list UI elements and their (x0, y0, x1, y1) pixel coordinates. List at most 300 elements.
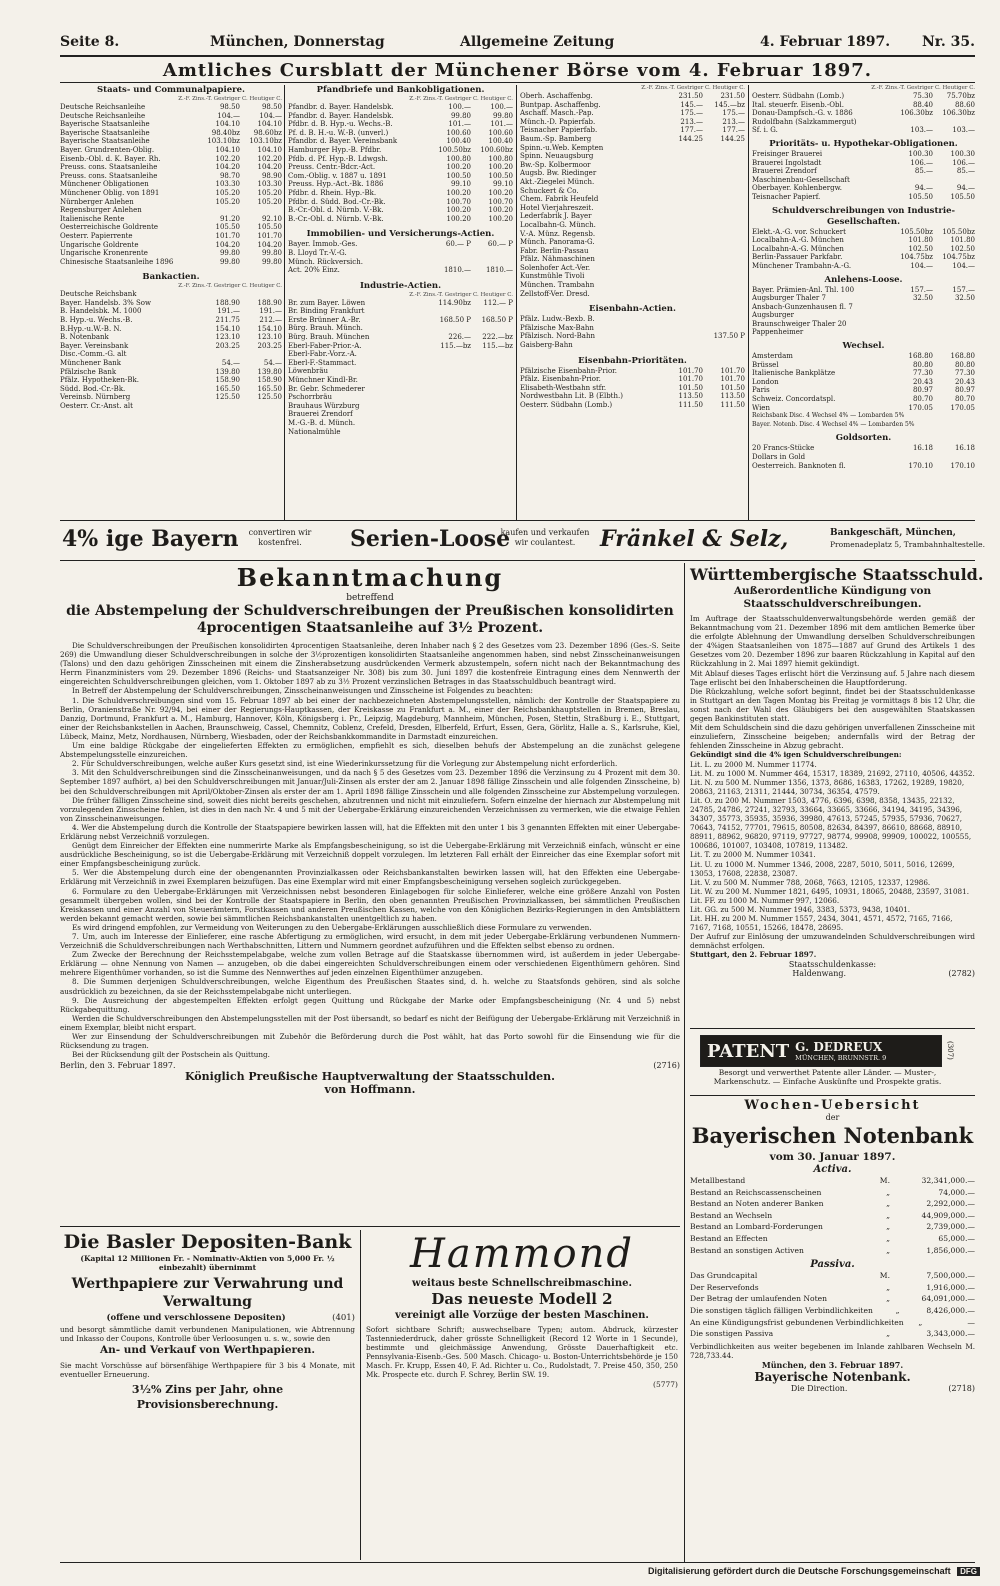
previous-price: 165.50 (215, 384, 240, 393)
wuerttemberg-paragraph: Mit dem Schuldschein sind die dazu gehörigen unverfallenen Zinsscheine mit einzuliefern, Zinsscheine beigeben; andernfalls wird der Betrag der fehlenden Zinsscheine in Abzug gebracht. (690, 723, 975, 751)
previous-price (661, 332, 703, 341)
notice-paragraph: 4. Wer die Abstempelung durch die Kontrolle der Staatspapiere bewirken lassen will, hat die Effekten mit den unter 1 bis 3 genannten Effekten mit einer Uebergabe-Erklärung nebst Verzeichniß vorzulegen. (60, 822, 680, 841)
current-price (471, 324, 513, 333)
current-price: 99.80 (261, 249, 282, 258)
previous-price (429, 367, 471, 376)
quote-row (752, 386, 975, 395)
notice-paragraph: 1. Die Schuldverschreibungen sind vom 15. Februar 1897 ab bei einer der nachbezeichneten Abstempelungsstellen, nämlich: der Kontrolle der Staatspapiere zu Berlin, Oranienstraße Nr. 92/94, bei einer der Regierungs-Hauptkassen, der Kreiskasse zu Frankfurt a. M., einer der Reichsbankhauptstellen in Bremen, Breslau, Danzig, Dortmund, Frankfurt a. M., Hamburg, Hannover, Köln, Königsberg i. Pr., Leipzig, Magdeburg, Mannheim, München, Posen, Stettin, Straßburg i. E., Stuttgart, einer der Reichsbankstellen in Aachen, Braunschweig, Cassel, Chemnitz, Coblenz, Crefeld, Dresden, Elberfeld, Erfurt, Essen, Gera, Görlitz, Halle a. S., Karlsruhe, Kiel, Lübeck, Mainz, Metz, Nordhausen, Nürnberg, Wiesbaden, oder der Reichsbankkommandite in Darmstadt einzureichen. (60, 695, 680, 741)
section-heading: Pfandbriefe und Bankobligationen. (316, 85, 485, 95)
previous-price: 168.50 P (439, 315, 471, 324)
quote-row (60, 223, 282, 232)
previous-price: 105.50bz (900, 227, 933, 236)
security-name: Bayer. Handelsb. 3% Sow (60, 298, 151, 307)
previous-price (891, 176, 933, 185)
previous-price: 100.30 (908, 149, 933, 158)
security-name: B.Hyp.-u.W.-B. N. (60, 324, 122, 333)
basler-bank-ad (60, 1230, 355, 1560)
previous-price: 100.20 (446, 188, 471, 197)
security-name: Oberbayer. Kohlenbergw. (752, 184, 842, 193)
security-name: Baum.-Sp. Bamberg (520, 134, 592, 143)
security-name: B. Handelsbk. M. 1000 (60, 307, 142, 316)
security-name: Oesterr. Südbahn (Lomb.) (752, 92, 845, 100)
hammond-tag: weitaus beste Schnellschreibmaschine. (412, 1278, 632, 1289)
account-currency: „ (886, 1222, 890, 1232)
quote-row (288, 359, 513, 368)
basler-sub: (offene und verschlossene Depositen) (106, 1313, 286, 1323)
notice-place: Berlin, den 3. Februar 1897. (60, 1061, 176, 1071)
account-label: Bestand an Effecten (690, 1233, 768, 1243)
security-name: Bürg. Brauh. Münch. (288, 324, 363, 333)
quote-row (288, 146, 513, 155)
wuerttemberg-signature: Haldenwang. (792, 968, 847, 978)
previous-price: 100.20 (446, 206, 471, 215)
security-name: Spinn.-u.Web. Kempten (520, 143, 604, 152)
wuerttemberg-sign-line (690, 969, 975, 978)
column-industrie-2 (520, 85, 745, 520)
quote-row (752, 352, 975, 361)
previous-price: 111.50 (678, 401, 703, 409)
previous-price (198, 290, 240, 299)
previous-price (661, 281, 703, 290)
previous-price (429, 385, 471, 394)
column-staatspapiere (60, 85, 282, 520)
security-name: Erste Brünner A.-Br. (288, 315, 361, 324)
current-price: 231.50 (720, 92, 745, 100)
security-name: Elekt.-A.-G. vor. Schuckert (752, 227, 846, 236)
account-amount: 2,739,000.— (926, 1222, 975, 1232)
quote-row (520, 264, 745, 273)
account-label: Bestand an sonstigen Activen (690, 1245, 804, 1255)
account-amount: 1,856,000.— (926, 1245, 975, 1255)
wuerttemberg-paragraph: Die Rückzahlung, welche sofort beginnt, findet bei der Staatsschuldenkasse in Stuttgart an den Tagen Montag bis Freitag je vormittags 8 bis 12 Uhr, die sonst nach der Wahl des Gläubigers bei den ausgewählten Staatskassen gegen Bankinstituten statt. (690, 686, 975, 724)
previous-price: 101.80 (908, 236, 933, 245)
lot-entry: Lit. W. zu 200 M. Nummer 1821, 6495, 10931, 18065, 20488, 23597, 31081. (690, 886, 969, 896)
security-name: London (752, 377, 779, 386)
previous-price: 16.18 (912, 444, 933, 453)
account-row (690, 1198, 975, 1210)
quote-row (520, 324, 745, 333)
security-name: Augsb. Bw. Riedinger (520, 169, 597, 178)
current-price: 99.80 (492, 111, 513, 120)
column-rule (516, 85, 517, 520)
current-price (471, 376, 513, 385)
quote-row (520, 187, 745, 196)
previous-price: 168.80 (908, 352, 933, 361)
column-heading: Z.-F. Zins.-T. Gestriger C. Heutiger C. (409, 291, 513, 298)
quote-row (60, 232, 282, 241)
security-name: 20 Francs-Stücke (752, 444, 815, 453)
quote-row (752, 101, 975, 110)
current-price: 101.— (490, 120, 513, 129)
current-price (933, 118, 975, 127)
current-price: 100.20 (488, 214, 513, 223)
security-name: Ungarische Kronenrente (60, 249, 148, 258)
current-price: 188.90 (257, 298, 282, 307)
current-price: 101.70 (720, 375, 745, 384)
previous-price (891, 453, 933, 462)
account-amount: 65,000.— (938, 1233, 975, 1243)
quote-row (288, 137, 513, 146)
current-price: 100.50 (488, 171, 513, 180)
security-name: Maschinenbau-Gesellschaft (752, 175, 850, 184)
quote-row (520, 255, 745, 264)
quote-row (520, 118, 745, 127)
previous-price (198, 206, 240, 215)
current-price: 92.10 (261, 214, 282, 223)
wuerttemberg-signature: Staatsschuldenkasse: (788, 959, 877, 969)
notice-paragraph: 5. Wer die Abstempelung durch eine der obengenannten Provinzialkassen oder Reichsbankanstalten bewirken lassen will, hat den Effekten eine Uebergabe-Erklärung mit Verzeichniß in zwei Exemplaren beizufügen. Das eine Exemplar wird mit einer Empfangsbescheinigung versehen sogleich zurückgegeben. (60, 868, 680, 887)
account-amount: 1,916,000.— (926, 1282, 975, 1292)
security-name: Buntpap. Aschaffenbg. (520, 100, 601, 109)
current-price: 154.10 (257, 324, 282, 333)
previous-price: 98.70 (219, 171, 240, 180)
previous-price: 60.— P (445, 240, 471, 249)
previous-price: 103.— (910, 126, 933, 135)
quote-row (288, 155, 513, 164)
security-name: Pschorrbräu (288, 393, 332, 402)
current-price: 101.50 (720, 383, 745, 392)
quote-row (752, 126, 975, 135)
current-price: 105.50bz (942, 227, 975, 236)
previous-price: 101.50 (678, 383, 703, 392)
quote-row (60, 299, 282, 308)
current-price (240, 206, 282, 215)
previous-price (661, 290, 703, 299)
current-price: 100.60 (488, 128, 513, 137)
current-price (703, 144, 745, 153)
section-rule (690, 1095, 975, 1096)
quote-row (520, 230, 745, 239)
section-heading: Anlehens-Loose. (824, 274, 903, 285)
security-name: M.-G.-B. d. Münch. (288, 419, 356, 427)
current-price: 213.— (722, 117, 745, 126)
security-name: Oesterreichische Goldrente (60, 223, 159, 232)
security-name: Eberl-Faber-Prior.-A. (288, 341, 362, 350)
section-heading: Wechsel. (842, 341, 885, 352)
basler-title: Die Basler Depositen-Bank (63, 1231, 352, 1253)
current-price: 105.20 (257, 197, 282, 206)
security-name: Augsburger (752, 311, 794, 320)
quote-row (752, 118, 975, 127)
security-name: Pfälz. Hypotheken-Bk. (60, 376, 139, 385)
quote-row (288, 342, 513, 351)
current-price: 105.20 (257, 188, 282, 197)
current-price (471, 359, 513, 368)
current-price (703, 161, 745, 170)
security-name: Pfandbr. d. Bayer. Vereinsbank (288, 137, 398, 146)
current-price (933, 320, 975, 329)
quote-row (752, 176, 975, 185)
column-rule (748, 85, 749, 520)
quote-row (288, 206, 513, 215)
quote-row (60, 146, 282, 155)
notice-paragraph: 6. Formulare zu den Uebergabe-Erklärungen mit Verzeichnissen nebst besonderen Einlagebogen für solche Einlieferer, welche eine größere Anzahl von Posten gesammelt übergeben wollen, sind bei der Kontrolle der Staatspapiere in Berlin, den oben genannten Preußischen Provinzialkassen, bei sämmtlichen Preußischen Kreiskassen und einer Anzahl von Steuerämtern, Forstkassen und anderen Preußischen Kassen, welche von den Königlichen Bezirks-Regierungen in den Amtsblättern werden bekannt gemacht werden, sowie bei sämmtlichen Reichsbankanstalten unentgeltlich zu haben. (60, 886, 680, 923)
security-name: Deutsche Reichsanleihe (60, 103, 146, 111)
quote-row (288, 316, 513, 325)
wuerttemberg-paragraph: Der Aufruf zur Einlösung der umzuwandelnden Schuldverschreibungen wird demnächst erfolgen. (690, 932, 975, 951)
account-amount: 74,000.— (938, 1187, 975, 1197)
quote-row (520, 126, 745, 135)
title-rule (60, 82, 975, 83)
notenbank-note: Verbindlichkeiten aus weiter begebenen im Inlande zahlbaren Wechseln M. 728,733.44. (690, 1341, 975, 1360)
current-price: 170.05 (950, 403, 975, 412)
quote-row (752, 444, 975, 453)
current-price (703, 247, 745, 256)
security-name: Pfandbr. d. Bayer. Handelsbk. (288, 103, 394, 111)
security-name: V.-A. Münz. Regensb. (520, 229, 596, 238)
quote-row (520, 384, 745, 393)
footer-text: Digitalisierung gefördert durch die Deutsche Forschungsgemeinschaft (648, 1566, 951, 1576)
current-price (471, 402, 513, 411)
notice-paragraph: Bei der Rücksendung gilt der Postschein als Quittung. (72, 1050, 270, 1060)
previous-price (661, 324, 703, 333)
quote-row (752, 294, 975, 303)
current-price: 106.30bz (942, 109, 975, 118)
current-price: 157.— (952, 285, 975, 294)
current-price: 137.50 P (713, 332, 745, 341)
notenbank-sign-line (690, 1384, 975, 1393)
quote-row (288, 350, 513, 359)
security-name: Italienische Rente (60, 214, 125, 223)
current-price (703, 204, 745, 213)
account-currency: „ (886, 1245, 890, 1255)
table-bottom-rule (60, 520, 975, 521)
account-amount: 64,091,000.— (921, 1294, 975, 1304)
current-price: 1810.— (485, 266, 513, 275)
previous-price: 104.— (217, 111, 240, 120)
account-label: An eine Kündigungsfrist gebundenen Verbindlichkeiten (690, 1317, 904, 1327)
previous-price: 105.20 (215, 197, 240, 206)
previous-price: 100.50bz (438, 145, 471, 154)
lot-entry: Lit. HH. zu 200 M. Nummer 1557, 2434, 3041, 4571, 4572, 7165, 7166, 7167, 7168, 10551, 15266, 18478, 28695. (690, 914, 953, 933)
current-price: 177.— (722, 126, 745, 135)
previous-price: 226.— (448, 333, 471, 342)
current-price (471, 428, 513, 437)
quote-row (752, 303, 975, 312)
account-row (690, 1175, 975, 1187)
quote-row (288, 198, 513, 207)
quote-row (752, 92, 975, 101)
quote-row (520, 375, 745, 384)
previous-price: 80.70 (912, 395, 933, 404)
current-price: 104.10 (257, 145, 282, 154)
security-name: Chem. Fabrik Heufeld (520, 195, 599, 204)
basler-paragraph: Sie macht Vorschüsse auf börsenfähige Werthpapiere für 3 bis 4 Monate, mit eventueller Erneuerung. (60, 1361, 355, 1380)
security-name: Brüssel (752, 360, 779, 369)
column-heading: Z.-F. Zins.-T. Gestriger C. Heutiger C. (641, 85, 745, 91)
current-price: 98.60bz (253, 128, 282, 137)
quote-row (288, 367, 513, 376)
digitization-footer (648, 1566, 980, 1576)
previous-price (661, 144, 703, 153)
previous-price: 104.20 (215, 240, 240, 249)
current-price: 100.40 (488, 137, 513, 146)
previous-price: 100.80 (446, 154, 471, 163)
security-name: Brauerei Ingolstadt (752, 158, 822, 167)
column-rule (360, 1230, 361, 1560)
previous-price: 105.50 (908, 192, 933, 201)
previous-price: 91.20 (219, 214, 240, 223)
current-price: 101.80 (950, 236, 975, 245)
hammond-text: Sofort sichtbare Schrift; auswechselbare Typen; autom. Abdruck, kürzester Tastenniederdruck, daher grösste Schnelligkeit (Record 12 Worte in 1 Secunde), bestimmte und gleichmässige Anwendung, Grösste Dauerhaftigkeit etc. Pennsylvania-Eisenb.-Ges. 500 Masch. Chicago- u. Boston-Unterrichtsbehörde je 150 Masch. Fr. Krupp, Essen 40, F. Ad. Richter u. Co., Rudolstadt, 7. Preise 450, 350, 250 Mk. Prospecte etc. durch F. Schrey, Berlin SW. 19. (366, 1325, 678, 1380)
security-name: Preuss. Centr.-Bdcr.-Act. (288, 163, 376, 172)
current-price (703, 178, 745, 187)
notenbank-signature: Die Direction. (790, 1383, 848, 1393)
notenbank-statement (690, 1098, 975, 1560)
current-price: 77.30 (954, 369, 975, 378)
account-currency: M. (879, 1271, 890, 1281)
previous-price: 101.— (448, 120, 471, 129)
current-price: 54.— (263, 359, 282, 368)
previous-price (661, 247, 703, 256)
current-price (703, 315, 745, 324)
previous-price: 203.25 (215, 341, 240, 350)
current-price: 168.50 P (481, 315, 513, 324)
account-row (690, 1221, 975, 1233)
account-row (690, 1187, 975, 1199)
newspaper-name: Allgemeine Zeitung (460, 34, 615, 50)
security-name: Br. Binding Frankfurt (288, 307, 365, 316)
lot-entry: Lit. FF. zu 1000 M. Nummer 997, 12066. (690, 895, 840, 905)
advert-strip (60, 522, 985, 560)
current-price: 104.10 (257, 120, 282, 129)
previous-price (429, 359, 471, 368)
quote-row (520, 161, 745, 170)
current-price (703, 187, 745, 196)
notice-paragraph: 9. Die Ausreichung der abgestempelten Effekten erfolgt gegen Quittung und Rückgabe der Marke oder Empfangsbescheinigung (Nr. 4 und 5) nebst Rückgabequittung. (60, 995, 680, 1014)
quote-row (60, 189, 282, 198)
quote-row (60, 155, 282, 164)
wuerttemberg-code: (2782) (948, 968, 975, 978)
security-name: Akt.-Ziegelei Münch. (520, 177, 595, 186)
previous-price (661, 195, 703, 204)
security-name: Eberl-F.-Stammact. (288, 358, 357, 367)
current-price: 88.60 (954, 100, 975, 109)
account-currency: „ (886, 1294, 890, 1304)
notice-paragraph: Um eine baldige Rückgabe der eingelieferten Effekten zu ermöglichen, empfiehlt es sich, dieselben behufs der Abstempelung an die zunächst gelegene Abstempelungsstelle einzureichen. (60, 741, 680, 760)
current-price: 94.— (956, 184, 975, 193)
quote-row (288, 249, 513, 258)
quote-row (60, 393, 282, 402)
patent-logo (700, 1035, 942, 1067)
previous-price (661, 187, 703, 196)
security-name: Oberh. Aschaffenbg. (520, 92, 593, 100)
security-name: Elisabeth-Westbahn stfr. (520, 383, 607, 392)
previous-price (429, 393, 471, 402)
current-price: 100.— (490, 103, 513, 111)
security-name: Localbahn-A.-G. München (752, 236, 844, 245)
account-label: Bestand an Wechseln (690, 1210, 773, 1220)
account-row (690, 1293, 975, 1305)
quote-row (60, 112, 282, 121)
security-name: Pfdbr. d. Rhein. Hyp.-Bk. (288, 188, 377, 197)
security-name: München. Trambahn (520, 281, 595, 290)
quote-row (288, 163, 513, 172)
bottom-rule (60, 1562, 975, 1563)
current-price: 99.10 (492, 180, 513, 189)
previous-price: 114.90bz (438, 298, 471, 307)
security-name: Bayer. Immob.-Ges. (288, 240, 358, 249)
security-name: B. Notenbank (60, 333, 109, 342)
notice-subtitle: 4procentigen Staatsanleihe auf 3½ Prozent. (196, 620, 544, 636)
previous-price: 101.70 (215, 231, 240, 240)
security-name: Italienische Bankplätze (752, 369, 836, 378)
security-name: Pfälzisch. Nord-Bahn (520, 332, 595, 341)
security-name: Münchner Kindl-Br. (288, 376, 358, 385)
current-price (703, 341, 745, 350)
account-label: Bestand an Lombard-Forderungen (690, 1222, 823, 1232)
previous-price (198, 402, 240, 411)
lot-entry: Lit. L. zu 2000 M. Nummer 11774. (690, 759, 817, 769)
security-name: Pfdb. d. Pf. Hyp.-B. Ldwgsh. (288, 154, 388, 163)
quote-row (520, 401, 745, 410)
current-price: 75.70bz (946, 92, 975, 100)
previous-price: 139.80 (215, 367, 240, 376)
quote-row (520, 221, 745, 230)
account-row (690, 1210, 975, 1222)
quote-row (288, 172, 513, 181)
account-amount: 3,343,000.— (926, 1329, 975, 1339)
current-price: 103.30 (257, 180, 282, 189)
current-price (471, 258, 513, 267)
quote-row (288, 129, 513, 138)
quote-row (60, 163, 282, 172)
current-price: 80.80 (954, 360, 975, 369)
quote-row (752, 228, 975, 237)
account-label: Das Grundcapital (690, 1271, 758, 1281)
previous-price: 158.90 (215, 376, 240, 385)
quote-row (752, 369, 975, 378)
previous-price: 94.— (914, 184, 933, 193)
previous-price (429, 410, 471, 419)
serien-ad-note: kaufen und verkaufen wir coulantest. (500, 528, 590, 547)
previous-price (891, 118, 933, 127)
account-row (690, 1245, 975, 1257)
previous-price (429, 258, 471, 267)
quote-row (520, 212, 745, 221)
discount-note: Reichsbank Disc. 4 Wechsel 4% — Lombarden 5% (752, 412, 905, 420)
notenbank-code: (2718) (948, 1383, 975, 1393)
quote-row (288, 324, 513, 333)
quote-row (520, 315, 745, 324)
quote-row (520, 367, 745, 376)
quote-row (752, 184, 975, 193)
city-date: München, Donnerstag (210, 34, 385, 50)
security-name: B. Lloyd Tr.-V.-G. (288, 248, 347, 257)
security-name: Pfälzische Eisenbahn-Prior. (520, 366, 617, 375)
current-price: 80.97 (954, 386, 975, 395)
security-name: Schweiz. Concordatspl. (752, 395, 836, 404)
quote-row (520, 204, 745, 213)
quote-row (60, 376, 282, 385)
hammond-model: Das neueste Modell 2 (431, 1290, 613, 1308)
quote-row (60, 258, 282, 267)
current-price: 191.— (259, 307, 282, 316)
previous-price (661, 212, 703, 221)
current-price (703, 255, 745, 264)
previous-price: 101.70 (678, 366, 703, 375)
previous-price: 125.50 (215, 393, 240, 402)
previous-price: 191.— (217, 307, 240, 316)
notice-code: (2716) (653, 1061, 680, 1071)
notice-paragraph: 8. Die Summen derjenigen Schuldverschreibungen, welche Eigenthum des Preußischen Staates sind, d. h. welche zu Staatsfonds gehören, sind als solche ausdrücklich zu bezeichnen, da sie der Reichsstempelabgabe nicht unterliegen. (60, 977, 680, 996)
security-name: Br. Gebr. Schmederer (288, 384, 365, 393)
column-rule (284, 85, 285, 520)
previous-price: 100.40 (446, 137, 471, 146)
account-row (690, 1270, 975, 1282)
security-name: Pfälz. Ludw.-Bexb. B. (520, 315, 595, 324)
previous-price: 144.25 (678, 134, 703, 143)
